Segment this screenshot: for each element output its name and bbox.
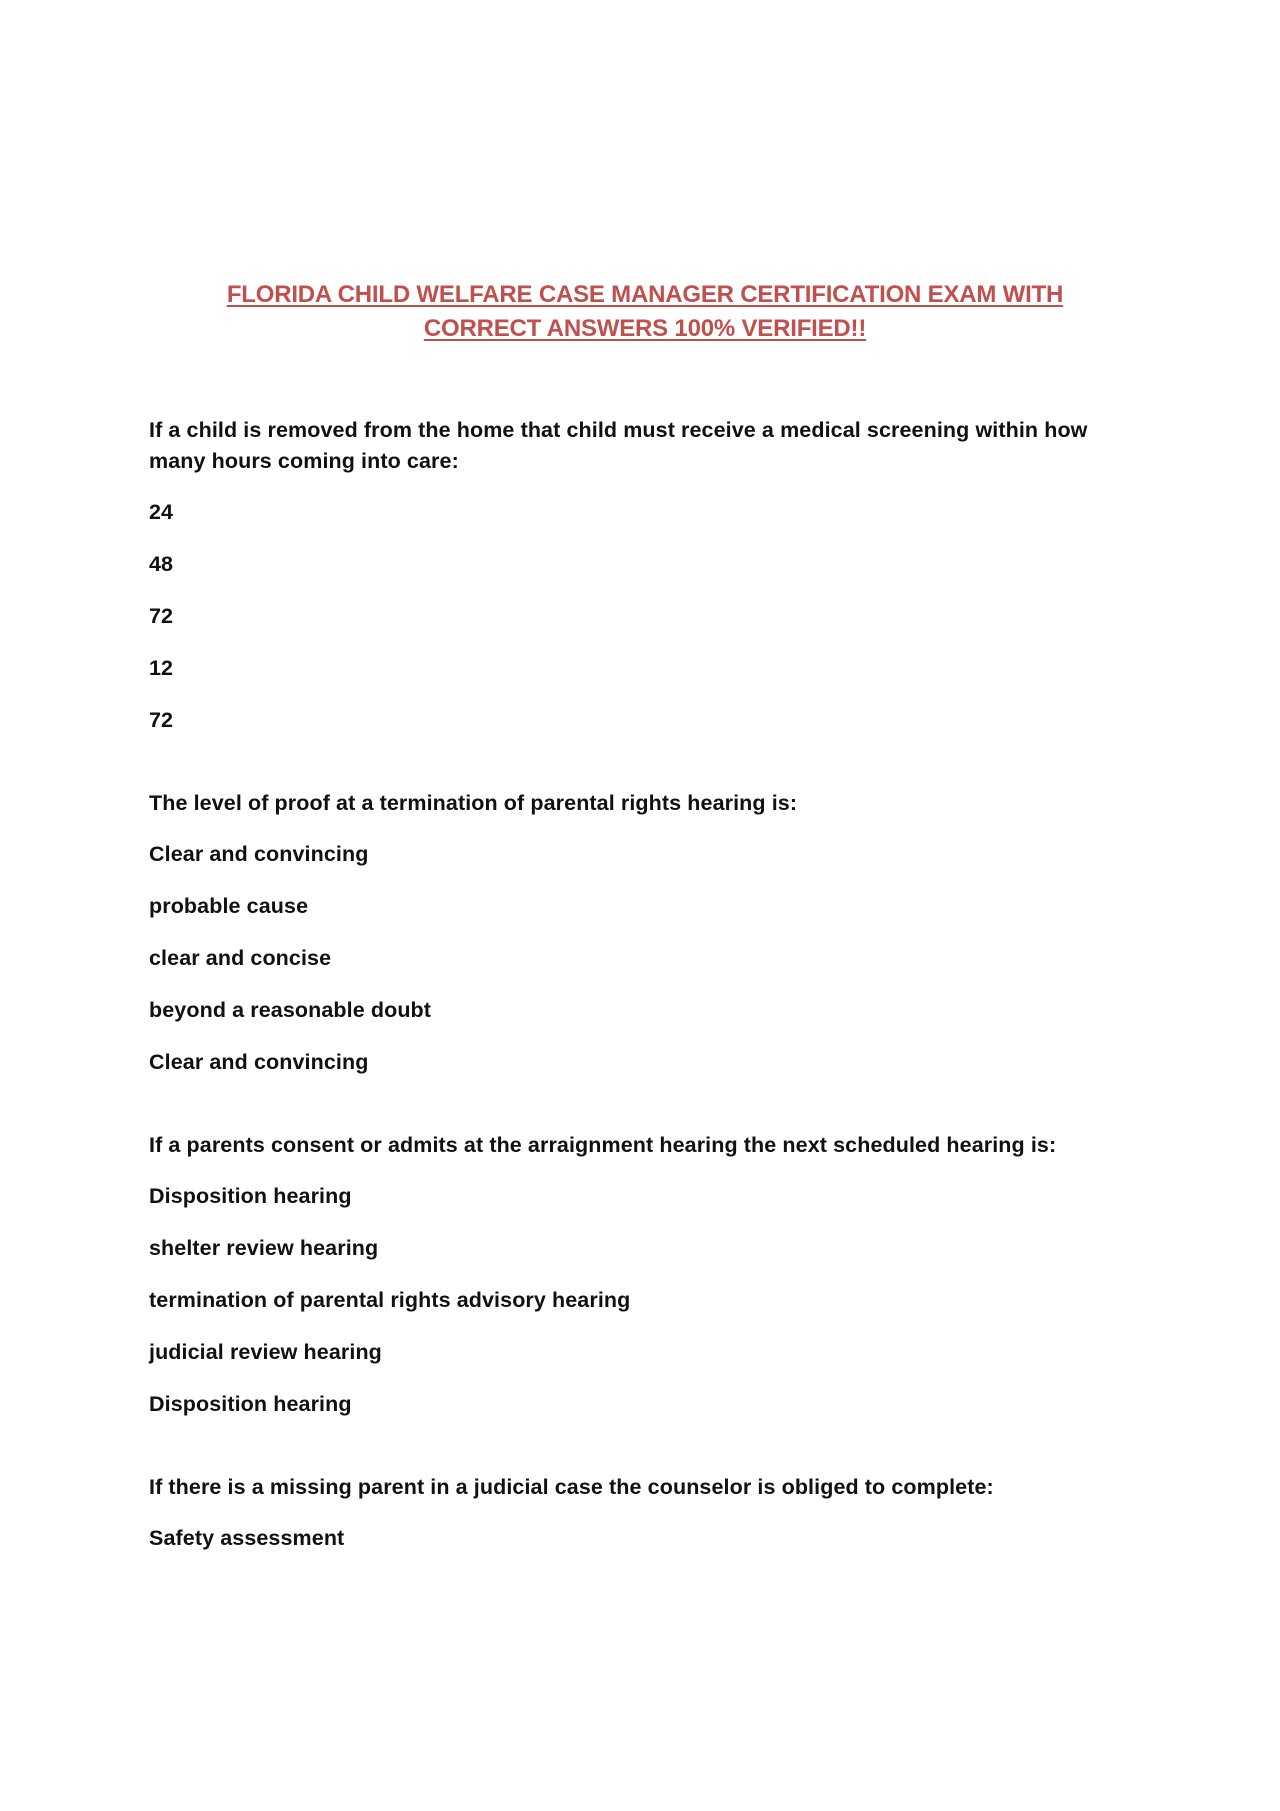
question-block-2 — [149, 788, 1149, 1078]
answer-option: 72 — [149, 604, 174, 628]
question-block-4 — [149, 1472, 1149, 1554]
correct-answer: Clear and convincing — [149, 1050, 369, 1074]
answer-option: clear and concise — [149, 946, 332, 970]
questions-list — [149, 415, 1149, 1606]
question-text: The level of proof at a termination of parental rights hearing is: — [149, 791, 798, 815]
answer-option: termination of parental rights advisory hearing — [149, 1288, 631, 1312]
answer-option: Safety assessment — [149, 1526, 345, 1550]
document-title — [150, 278, 1140, 346]
answer-option: beyond a reasonable doubt — [149, 998, 432, 1022]
question-text: If a child is removed from the home that child must receive a medical screening within how many hours coming into care: — [149, 418, 1088, 473]
answer-option: shelter review hearing — [149, 1236, 379, 1260]
question-text: If a parents consent or admits at the arraignment hearing the next scheduled hearing is: — [149, 1133, 1057, 1157]
question-block-3 — [149, 1130, 1149, 1420]
question-block-1 — [149, 415, 1149, 736]
answer-option: 48 — [149, 552, 174, 576]
title-line-1: FLORIDA CHILD WELFARE CASE MANAGER CERTIFICATION EXAM WITH — [226, 281, 1064, 308]
answer-option: probable cause — [149, 894, 309, 918]
answer-option: 24 — [149, 500, 174, 524]
correct-answer: Disposition hearing — [149, 1392, 352, 1416]
correct-answer: 72 — [149, 708, 174, 732]
answer-option: judicial review hearing — [149, 1340, 382, 1364]
answer-option: 12 — [149, 656, 174, 680]
answer-option: Clear and convincing — [149, 842, 369, 866]
title-line-2: CORRECT ANSWERS 100% VERIFIED!! — [423, 315, 867, 342]
answer-option: Disposition hearing — [149, 1184, 352, 1208]
question-text: If there is a missing parent in a judicial case the counselor is obliged to complete: — [149, 1475, 994, 1499]
